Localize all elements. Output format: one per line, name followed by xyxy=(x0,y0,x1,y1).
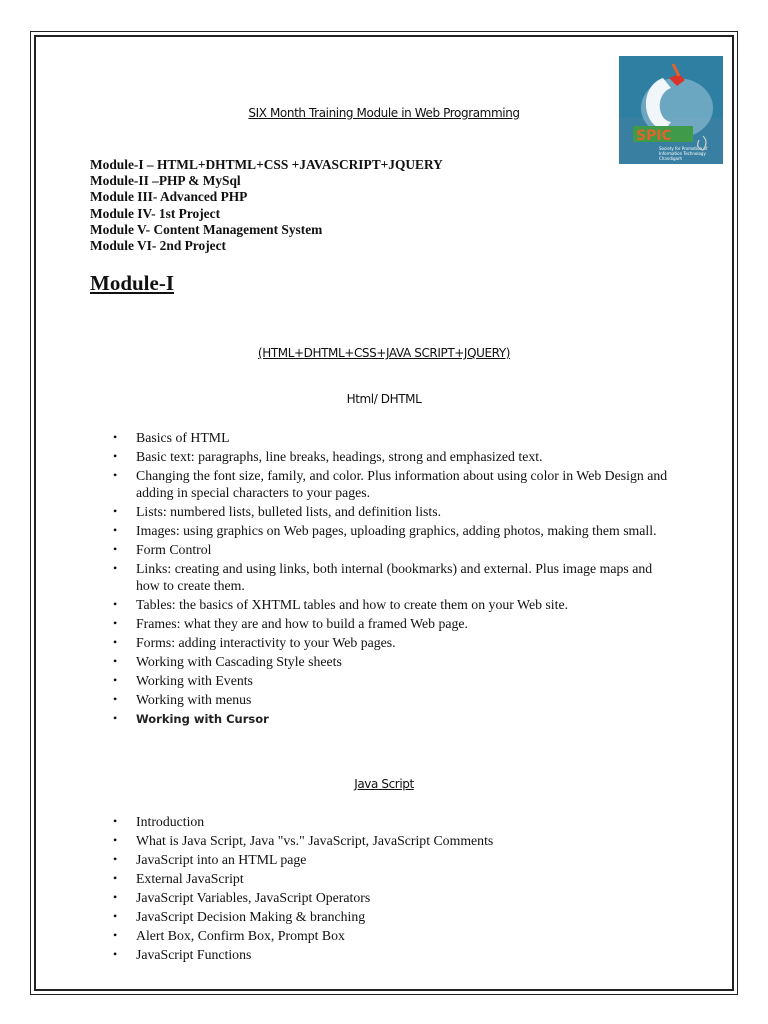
list-item: • JavaScript into an HTML page xyxy=(113,852,307,867)
bullet-icon: • xyxy=(113,833,118,847)
module-item: Module-II –PHP & MySql xyxy=(90,173,241,189)
bullet-icon: • xyxy=(113,890,118,904)
list-item: • Working with Events xyxy=(113,673,253,688)
list-item: • Working with Cascading Style sheets xyxy=(113,654,342,669)
document-title: SIX Month Training Module in Web Programming xyxy=(248,106,520,120)
bullet-icon: • xyxy=(113,430,118,444)
bullet-icon: • xyxy=(113,852,118,866)
bullet-icon: • xyxy=(113,635,118,649)
bullet-icon: • xyxy=(113,711,118,725)
bullet-icon: • xyxy=(113,468,118,482)
list-item: • External JavaScript xyxy=(113,871,244,886)
bullet-icon: • xyxy=(113,928,118,942)
bullet-icon: • xyxy=(113,692,118,706)
section-heading: Module-I xyxy=(90,271,174,295)
list-item: • Forms: adding interactivity to your Web pages. xyxy=(113,635,396,650)
list-item: • JavaScript Decision Making & branching xyxy=(113,909,366,924)
list-item: • Introduction xyxy=(113,814,205,829)
svg-text:Information Technology: Information Technology xyxy=(659,151,706,156)
bullet-icon: • xyxy=(113,449,118,463)
section-subtitle: (HTML+DHTML+CSS+JAVA SCRIPT+JQUERY) xyxy=(257,346,511,360)
list-item: • Frames: what they are and how to build a framed Web page. xyxy=(113,616,468,631)
svg-text:Chandigarh: Chandigarh xyxy=(659,156,683,161)
module-item: Module-I – HTML+DHTML+CSS +JAVASCRIPT+JQUERY xyxy=(90,157,443,172)
bullet-icon: • xyxy=(113,616,118,630)
bullet-icon: • xyxy=(113,871,118,885)
list-item: • Images: using graphics on Web pages, uploading graphics, adding photos, making them small. xyxy=(113,523,657,538)
bullet-icon: • xyxy=(113,814,118,828)
list-item: • What is Java Script, Java "vs." JavaScript, JavaScript Comments xyxy=(113,833,494,848)
bullet-icon: • xyxy=(113,561,118,575)
javascript-topic-list xyxy=(0,813,768,965)
list-item: • Basic text: paragraphs, line breaks, headings, strong and emphasized text. xyxy=(113,449,543,464)
html-topic-list xyxy=(0,429,768,730)
list-item: • Links: creating and using links, both internal (bookmarks) and external. Plus image maps and how to create them. xyxy=(113,561,653,593)
list-item: • JavaScript Variables, JavaScript Operators xyxy=(113,890,371,905)
list-item: • Working with Cursor xyxy=(113,711,269,726)
list-item: • Basics of HTML xyxy=(113,430,230,445)
bullet-icon: • xyxy=(113,673,118,687)
bullet-icon: • xyxy=(113,654,118,668)
list-item: • Working with menus xyxy=(113,692,252,707)
module-list xyxy=(90,157,443,254)
list-item: • Lists: numbered lists, bulleted lists, and definition lists. xyxy=(113,504,442,519)
bullet-icon: • xyxy=(113,542,118,556)
module-item: Module III- Advanced PHP xyxy=(90,189,248,205)
html-heading: Html/ DHTML xyxy=(346,392,422,406)
module-item: Module V- Content Management System xyxy=(90,221,323,237)
bullet-icon: • xyxy=(113,909,118,923)
list-item: • Form Control xyxy=(113,542,212,557)
module-item: Module IV- 1st Project xyxy=(90,205,221,221)
list-item: • JavaScript Functions xyxy=(113,947,252,962)
list-item: • Tables: the basics of XHTML tables and how to create them on your Web site. xyxy=(113,597,569,612)
javascript-heading: Java Script xyxy=(354,777,414,791)
module-item: Module VI- 2nd Project xyxy=(90,238,227,254)
list-item: • Changing the font size, family, and color. Plus information about using color in Web Design and adding in special characters to your pages. xyxy=(113,468,668,500)
bullet-icon: • xyxy=(113,597,118,611)
list-item: • Alert Box, Confirm Box, Prompt Box xyxy=(113,928,345,943)
bullet-icon: • xyxy=(113,523,118,537)
bullet-icon: • xyxy=(113,504,118,518)
logo-text: SPIC xyxy=(636,128,672,144)
bullet-icon: • xyxy=(113,947,118,961)
logo-caption: Society for Promotion of xyxy=(659,146,708,151)
